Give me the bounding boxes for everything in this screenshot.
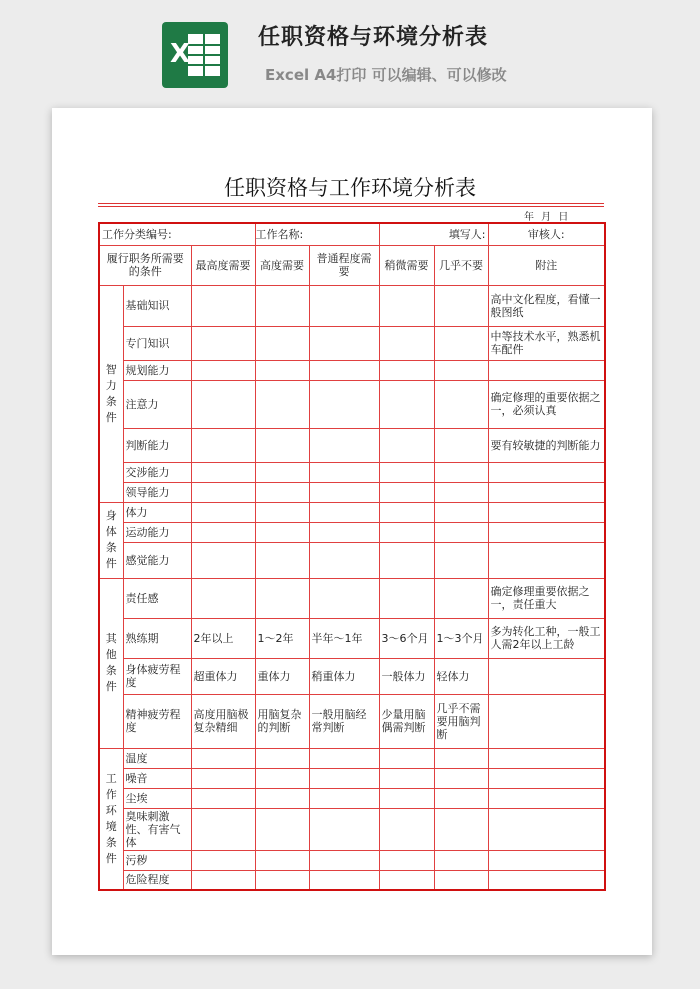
table-row xyxy=(99,808,605,850)
table-row xyxy=(99,482,605,502)
row-label: 专门知识 xyxy=(123,326,191,360)
table-row xyxy=(99,360,605,380)
row-label: 判断能力 xyxy=(123,428,191,462)
row-note[interactable]: 中等技术水平，熟悉机车配件 xyxy=(488,326,605,360)
row-label: 熟练期 xyxy=(123,618,191,658)
row-note[interactable]: 高中文化程度，看懂一般图纸 xyxy=(488,285,605,326)
table-row xyxy=(99,462,605,482)
analysis-table xyxy=(98,222,606,891)
table-row: 熟练期 2年以上 1～2年 半年～1年 3～6个月 1～3个月 多为转化工种，一般工人需2年以上工龄 xyxy=(99,618,605,658)
table-row xyxy=(99,850,605,870)
group-body: 身体条件 xyxy=(99,502,123,578)
date-line: 年 月 日 xyxy=(524,212,571,223)
table-row xyxy=(99,285,605,326)
col-highest: 最高度需要 xyxy=(191,245,255,285)
title-rule-top xyxy=(98,203,604,204)
table-row xyxy=(99,788,605,808)
title-rule-bottom xyxy=(98,206,604,207)
row-label: 感觉能力 xyxy=(123,542,191,578)
table-row xyxy=(99,870,605,890)
filler-cell[interactable]: 填写人: xyxy=(379,223,488,245)
row-label: 身体疲劳程度 xyxy=(123,658,191,694)
table-row xyxy=(99,522,605,542)
category-no-cell[interactable]: 工作分类编号: xyxy=(99,223,255,245)
header-subtitle: Excel A4打印 可以编辑、可以修改 xyxy=(265,66,507,84)
conditions-header: 履行职务所需要的条件 xyxy=(99,245,191,285)
row-label: 规划能力 xyxy=(123,360,191,380)
reviewer-cell[interactable]: 审核人: xyxy=(488,223,605,245)
table-row xyxy=(99,502,605,522)
row-label: 精神疲劳程度 xyxy=(123,694,191,748)
table-row xyxy=(99,428,605,462)
table-row xyxy=(99,768,605,788)
document-title: 任职资格与工作环境分析表 xyxy=(224,176,476,200)
row-label: 基础知识 xyxy=(123,285,191,326)
table-row xyxy=(99,380,605,428)
group-other: 其他条件 xyxy=(99,578,123,748)
row-label: 噪音 xyxy=(123,768,191,788)
col-normal: 普通程度需要 xyxy=(309,245,379,285)
excel-icon xyxy=(162,22,228,88)
row-note[interactable]: 要有较敏捷的判断能力 xyxy=(488,428,605,462)
table-row xyxy=(99,542,605,578)
col-note: 附注 xyxy=(488,245,605,285)
col-none: 几乎不要 xyxy=(434,245,488,285)
row-note[interactable]: 多为转化工种，一般工人需2年以上工龄 xyxy=(488,618,605,658)
job-name-cell[interactable]: 工作名称: xyxy=(255,223,379,245)
row-label: 注意力 xyxy=(123,380,191,428)
row-label: 交涉能力 xyxy=(123,462,191,482)
col-slight: 稍微需要 xyxy=(379,245,434,285)
row-label: 温度 xyxy=(123,748,191,768)
header-title: 任职资格与环境分析表 xyxy=(258,25,489,50)
table-row xyxy=(99,578,605,618)
row-label: 责任感 xyxy=(123,578,191,618)
table-row xyxy=(99,748,605,768)
group-intellect: 智力条件 xyxy=(99,285,123,502)
column-header-row xyxy=(99,245,605,285)
col-high: 高度需要 xyxy=(255,245,309,285)
row-label: 尘埃 xyxy=(123,788,191,808)
row-label: 体力 xyxy=(123,502,191,522)
row-label: 运动能力 xyxy=(123,522,191,542)
row-label: 污秽 xyxy=(123,850,191,870)
excel-x-letter: X xyxy=(170,39,191,69)
page-header xyxy=(0,0,700,100)
table-row: 精神疲劳程度 高度用脑极复杂精细 用脑复杂的判断 一般用脑经常判断 少量用脑偶需判断 几乎不需要用脑判断 xyxy=(99,694,605,748)
row-label: 危险程度 xyxy=(123,870,191,890)
table-row xyxy=(99,326,605,360)
group-environment: 工作环境条件 xyxy=(99,748,123,890)
row-label: 臭味刺激性、有害气体 xyxy=(123,808,191,850)
row-note[interactable]: 确定修理的重要依据之一，必须认真 xyxy=(488,380,605,428)
row-note[interactable]: 确定修理重要依据之一，责任重大 xyxy=(488,578,605,618)
table-row: 身体疲劳程度 超重体力 重体力 稍重体力 一般体力 轻体力 xyxy=(99,658,605,694)
info-row xyxy=(99,223,605,245)
row-label: 领导能力 xyxy=(123,482,191,502)
